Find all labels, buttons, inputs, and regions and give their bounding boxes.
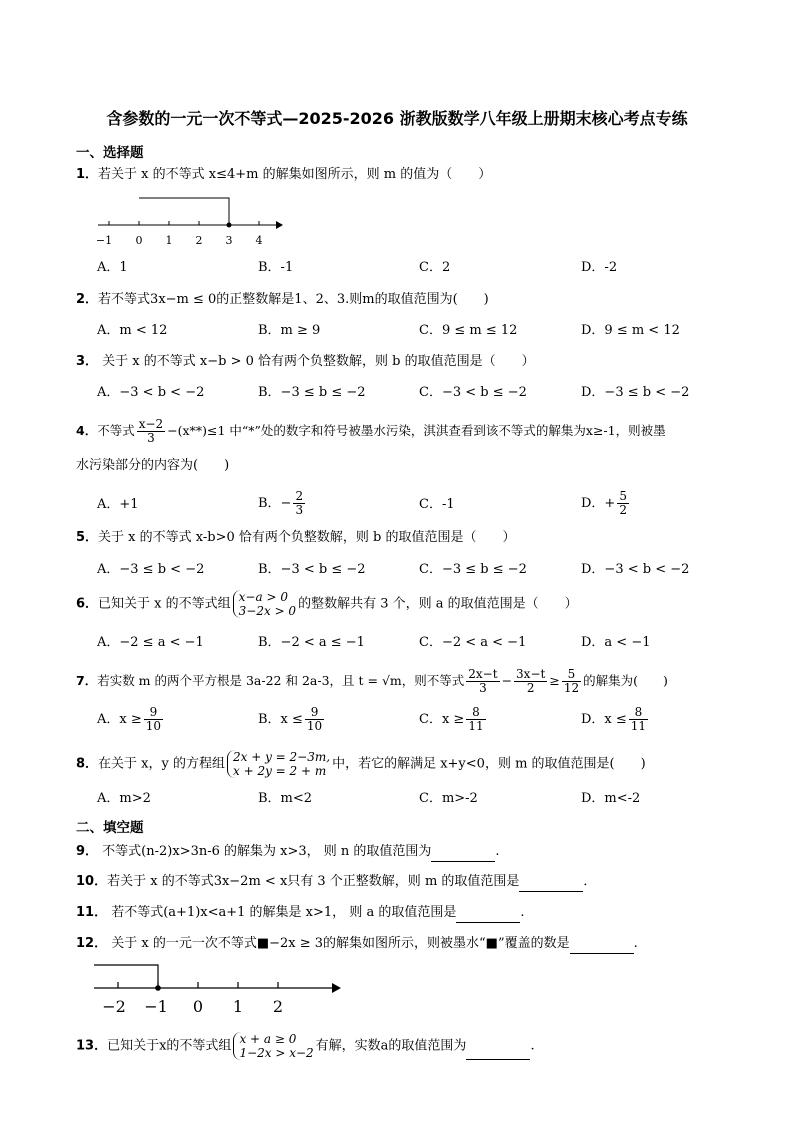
inequality-system [233,1032,313,1060]
fraction-numerator: 9 [305,706,324,720]
question-7 [76,668,668,695]
option-c[interactable]: C．−3 ≤ b ≤ −2 [419,562,527,577]
option-b-label: B．− [258,496,292,511]
options-q7 [97,706,737,736]
answer-blank[interactable] [570,939,634,954]
fraction-denominator: 10 [145,719,162,733]
question-text: 关于 x 的一元一次不等式■−2x ≥ 3的解集如图所示，则被墨水“■”覆盖的数是 [107,936,570,951]
option-a[interactable]: A．1 [97,260,128,275]
tick-label: 4 [255,234,263,247]
question-number: 13． [76,1038,108,1054]
question-6 [76,590,578,618]
fraction-numerator: 9 [144,706,163,720]
fraction [629,706,648,733]
option-b[interactable]: B．−2 < a ≤ −1 [258,635,365,650]
system-line-2: 1−2x > x−2 [239,1046,314,1060]
question-3 [76,352,535,372]
answer-blank[interactable] [519,877,583,892]
option-d[interactable]: D．a < −1 [581,635,651,650]
option-a[interactable]: A．−2 ≤ a < −1 [97,635,204,650]
fraction-numerator: 8 [466,706,485,720]
fraction-numerator: 5 [619,489,627,503]
option-c[interactable]: C．9 ≤ m ≤ 12 [419,323,518,338]
question-number: 3． [76,354,99,369]
question-4 [76,418,666,445]
option-b[interactable]: B．m<2 [258,791,313,806]
fraction [562,668,581,695]
fraction [144,706,163,733]
question-text-post: 的解集为( ) [583,673,668,688]
question-10 [76,872,596,892]
fraction-numerator: 5 [562,668,581,682]
option-d-label: D．x ≤ [581,712,627,727]
period: ． [583,874,597,889]
option-c[interactable]: C．−3 < b ≤ −2 [419,385,527,400]
fraction [466,668,499,695]
options-q8 [97,788,737,810]
option-b[interactable] [258,706,326,733]
number-line-figure [90,192,290,250]
question-number: 11． [76,905,108,920]
equation-system [227,750,330,778]
option-c[interactable]: C．-1 [419,497,455,512]
option-c[interactable]: C．m>-2 [419,791,478,806]
answer-blank[interactable] [431,847,495,862]
tick-label: 1 [232,997,244,1016]
options-q2 [97,320,737,342]
question-number: 7． [76,673,98,688]
fraction-denominator: 2 [619,503,627,517]
fraction [617,490,629,517]
tick-label: 2 [272,997,284,1016]
question-4-line2: 水污染部分的内容为( ) [76,458,230,473]
page-title: 含参数的一元一次不等式—2025-2026 浙教版数学八年级上册期末核心考点专练 [106,109,688,128]
question-text: 关于 x 的不等式 x-b>0 恰有两个负整数解，则 b 的取值范围是（ ） [98,530,516,545]
fraction [305,706,324,733]
fraction-numerator: 3x−t [516,667,546,681]
tick-label: 0 [135,234,143,247]
solution-range-line [139,198,229,225]
fraction-denominator: 11 [630,719,647,733]
option-b[interactable]: B．m ≥ 9 [258,323,321,338]
fraction-numerator: 8 [629,706,648,720]
question-number: 2． [76,292,99,307]
section-heading-fill: 二、填空题 [76,820,144,836]
solid-dot [227,223,232,228]
tick-label: −2 [102,997,126,1016]
options-q6 [97,632,737,654]
option-b[interactable]: B．−3 < b ≤ −2 [258,562,366,577]
question-text: 若关于 x 的不等式 x≤4+m 的解集如图所示，则 m 的值为（ ） [98,167,492,182]
fraction-denominator: 3 [295,503,304,517]
option-b-label: B．x ≤ [258,712,303,727]
option-d-label: D．+ [581,496,616,511]
options-q3 [97,382,737,404]
period: . [633,936,638,951]
question-text-pre: 不等式 [97,423,135,438]
question-text-pre: 已知关于 x 的不等式组 [98,596,231,612]
arrow-icon [276,221,283,229]
question-2 [76,290,489,310]
fraction [137,418,165,445]
question-text: 若不等式3x−m ≤ 0的正整数解是1、2、3.则m的取值范围为( ) [98,292,489,307]
ge-sign: ≥ [549,673,560,688]
option-d[interactable]: D．m<-2 [581,791,641,806]
option-a[interactable]: A．−3 ≤ b < −2 [97,562,205,577]
question-text: 若关于 x 的不等式3x−2m < x只有 3 个正整数解，则 m 的取值范围是 [107,874,520,889]
question-13 [76,1032,535,1060]
question-11 [76,903,524,923]
inequality-system [233,590,296,618]
system-line-1: x + a ≥ 0 [239,1032,297,1046]
period: . [520,905,525,920]
option-a[interactable]: A．−3 < b < −2 [97,385,205,400]
system-line-1: x−a > 0 [238,590,288,604]
question-number: 12． [76,936,108,951]
tick-label: −1 [95,234,113,247]
tick-label: −1 [144,997,168,1016]
fraction-denominator: 10 [306,719,323,733]
fraction [514,668,547,695]
fraction-denominator: 3 [479,681,487,695]
option-d[interactable]: D．−3 < b < −2 [581,562,690,577]
question-5 [76,528,515,548]
question-text-post: −(x**)≤1 中“*”处的数字和符号被墨水污染，淇淇查看到该不等式的解集为x≥-1，则被墨 [167,423,666,438]
question-text-post: 中，若它的解满足 x+y<0，则 m 的取值范围是( ) [332,756,646,772]
question-text-pre: 若实数 m 的两个平方根是 3a-22 和 2a-3，且 t = √m，则不等式 [97,673,465,688]
option-c[interactable]: C．−2 < a < −1 [419,635,527,650]
question-number: 1． [76,167,99,182]
tick-label: 0 [192,997,204,1016]
arrow-icon [332,983,341,993]
fraction-denominator: 2 [526,681,535,695]
question-text-post: 有解，实数a的取值范围为 [315,1038,467,1054]
tick-label: 3 [225,234,233,247]
question-number: 9． [76,844,99,859]
question-12 [76,934,638,954]
system-line-1: 2x + y = 2−3m, [233,750,331,764]
option-d[interactable] [581,706,650,733]
option-d[interactable]: D．9 ≤ m < 12 [581,323,680,338]
option-a[interactable] [97,706,165,733]
period: . [495,844,500,859]
option-d[interactable]: D．−3 ≤ b < −2 [581,385,690,400]
number-line-figure-q12 [88,958,348,1020]
question-8 [76,750,646,778]
option-d[interactable]: D．-2 [581,260,618,275]
fraction [466,706,485,733]
option-b[interactable]: B．−3 ≤ b ≤ −2 [258,385,366,400]
options-q1 [97,257,737,279]
option-a[interactable]: A．m>2 [97,791,151,806]
minus-sign: − [501,673,513,688]
question-number: 8． [76,756,99,772]
option-d[interactable] [581,490,631,517]
question-text-pre: 在关于 x，y 的方程组 [98,756,225,772]
solid-dot [155,985,161,991]
question-text: 若不等式(a+1)x<a+1 的解集是 x>1， 则 a 的取值范围是 [107,905,457,920]
options-q4 [97,490,737,518]
option-b[interactable] [258,490,307,517]
question-number: 6． [76,596,99,612]
fraction-numerator: 2x−t [468,667,498,681]
question-text: 关于 x 的不等式 x−b > 0 恰有两个负整数解，则 b 的取值范围是（ ） [98,354,535,369]
options-q5 [97,559,737,581]
section-heading-choice: 一、选择题 [76,145,144,161]
option-c-label: C．x ≥ [419,712,465,727]
answer-blank[interactable] [456,908,520,923]
option-a-label: A．x ≥ [97,712,142,727]
tick-label: 2 [195,234,203,247]
solution-range-line [94,965,158,988]
tick-label: 1 [165,234,173,247]
fraction [293,490,305,517]
question-number: 5． [76,530,99,545]
fraction-denominator: 11 [468,719,484,733]
question-1 [76,165,491,185]
question-text-post: 的整数解共有 3 个，则 a 的取值范围是（ ） [298,596,578,612]
question-number: 10． [76,874,108,889]
option-c[interactable]: C．2 [419,260,451,275]
option-a[interactable]: A．m < 12 [97,323,168,338]
option-b[interactable]: B．-1 [258,260,294,275]
fraction-denominator: 12 [563,681,580,695]
tick-marks [118,982,278,988]
question-text: 不等式(n-2)x>3n-6 的解集为 x>3， 则 n 的取值范围为 [98,844,432,859]
question-text-pre: 已知关于x的不等式组 [107,1038,232,1054]
question-number: 4． [76,423,98,438]
fraction-numerator: 2 [295,489,304,503]
fraction-numerator: x−2 [138,417,164,431]
system-line-2: x + 2y = 2 + m [233,764,327,778]
question-9 [76,842,500,862]
tick-marks [109,221,259,225]
fraction-denominator: 3 [147,431,155,445]
answer-blank[interactable] [466,1045,530,1060]
option-c[interactable] [419,706,488,733]
period: . [530,1038,535,1054]
system-line-2: 3−2x > 0 [238,604,297,618]
option-a[interactable]: A．+1 [97,497,139,512]
